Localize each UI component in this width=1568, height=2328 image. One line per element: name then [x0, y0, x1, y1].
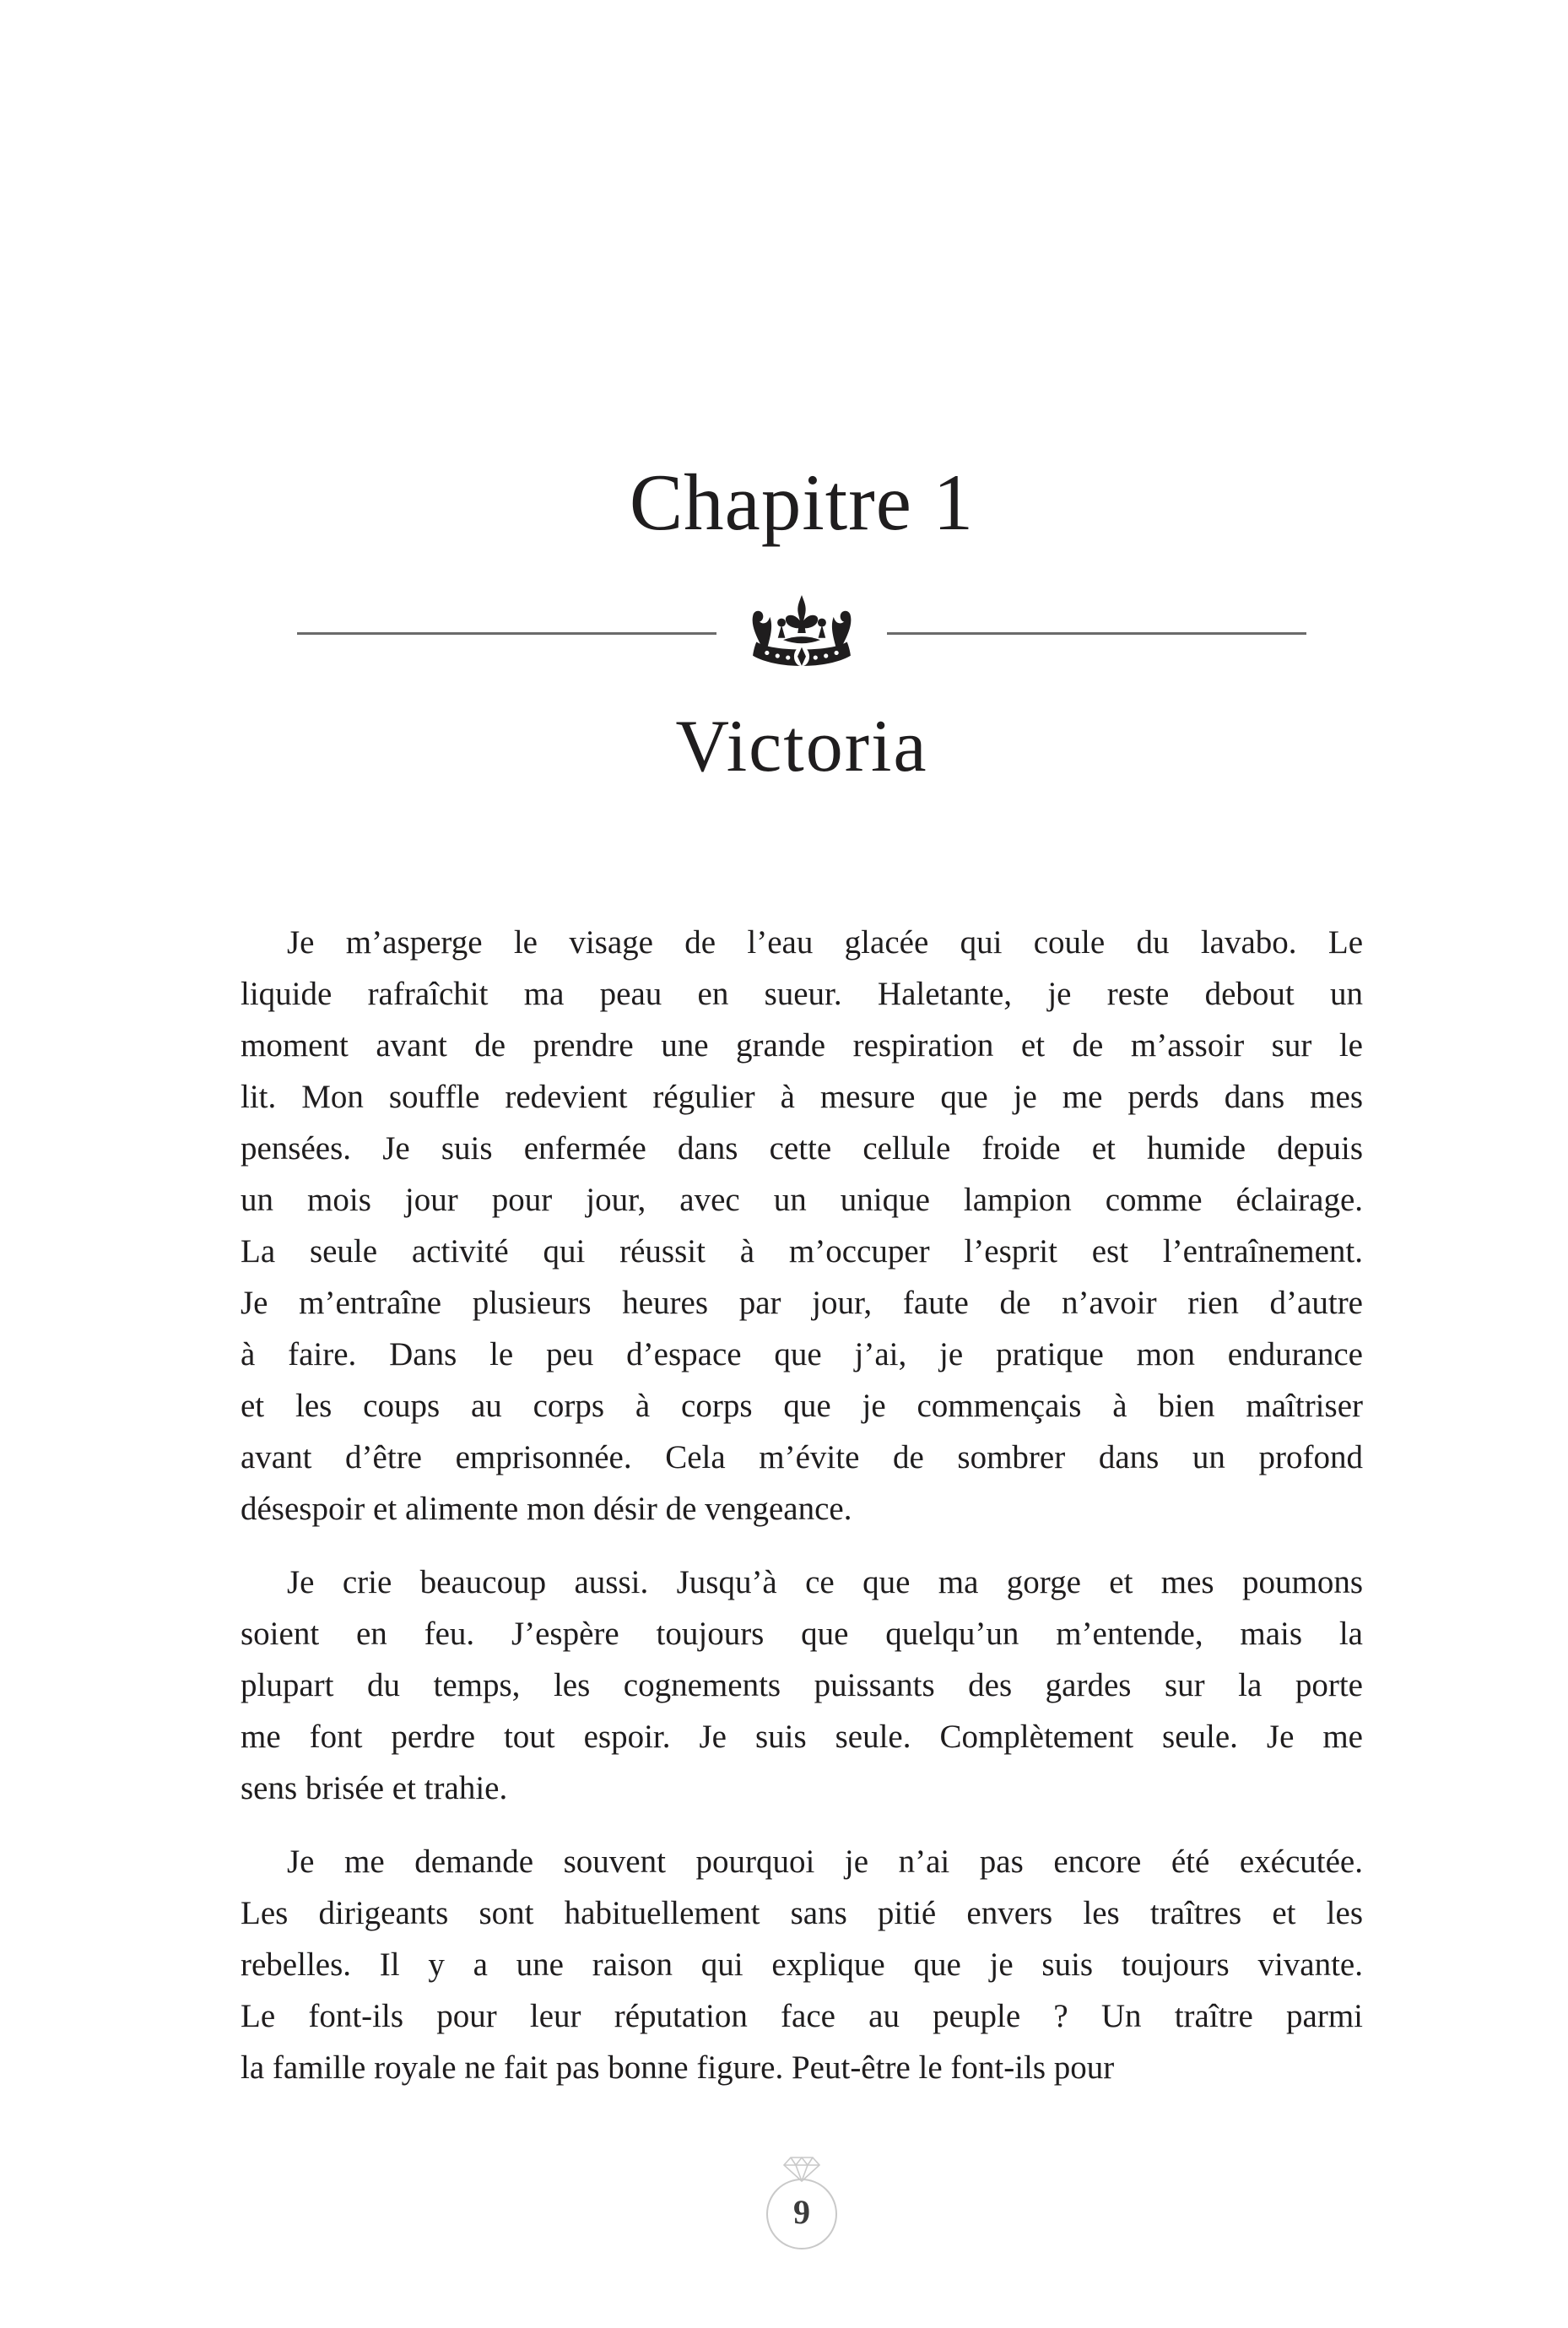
text-line: à faire. Dans le peu d’espace que j’ai, je pratique mon endurance — [241, 1336, 1363, 1372]
text-line: désespoir et alimente mon désir de vengeance. — [241, 1491, 852, 1527]
text-line: Les dirigeants sont habituellement sans pitié envers les traîtres et les — [241, 1895, 1363, 1931]
text-line: La seule activité qui réussit à m’occuper l’esprit est l’entraînement. — [241, 1233, 1363, 1270]
text-line: sens brisée et trahie. — [241, 1770, 508, 1806]
text-line: Je crie beaucoup aussi. Jusqu’à ce que ma gorge et mes poumons — [287, 1564, 1363, 1600]
page-number-ring — [766, 2179, 837, 2249]
text-line: avant d’être emprisonnée. Cela m’évite de sombrer dans un profond — [241, 1439, 1363, 1475]
ornament-rule-left — [297, 632, 716, 635]
crown-icon — [745, 593, 858, 674]
chapter-header — [241, 0, 1363, 788]
text-line: pensées. Je suis enfermée dans cette cellule froide et humide depuis — [241, 1130, 1363, 1167]
text-line: Le font-ils pour leur réputation face au peuple ? Un traître parmi — [241, 1998, 1363, 2034]
pov-character-title: Victoria — [675, 706, 928, 788]
chapter-ornament — [241, 593, 1363, 674]
text-line: rebelles. Il y a une raison qui explique que je suis toujours vivante. — [241, 1946, 1363, 1983]
ornament-rule-right — [887, 632, 1306, 635]
text-line: lit. Mon souffle redevient régulier à mesure que je me perds dans mes — [241, 1079, 1363, 1115]
page-number: 9 — [793, 2192, 810, 2231]
page-footer — [241, 2156, 1363, 2249]
paragraph — [241, 1557, 1363, 1814]
text-line: Je m’entraîne plusieurs heures par jour, faute de n’avoir rien d’autre — [241, 1285, 1363, 1321]
text-line: moment avant de prendre une grande respiration et de m’assoir sur le — [241, 1027, 1363, 1064]
text-line: Je me demande souvent pourquoi je n’ai pas encore été exécutée. — [287, 1843, 1363, 1880]
text-line: et les coups au corps à corps que je commençais à bien maîtriser — [241, 1388, 1363, 1424]
chapter-title: Chapitre 1 — [629, 457, 975, 547]
paragraph — [241, 1836, 1363, 2093]
text-line: soient en feu. J’espère toujours que quelqu’un m’entende, mais la — [241, 1616, 1363, 1652]
text-line: plupart du temps, les cognements puissants des gardes sur la porte — [241, 1667, 1363, 1703]
text-line: la famille royale ne fait pas bonne figure. Peut-être le font-ils pour — [241, 2049, 1115, 2086]
text-line: me font perdre tout espoir. Je suis seule. Complètement seule. Je me — [241, 1719, 1363, 1755]
chapter-text — [241, 917, 1363, 2115]
text-line: liquide rafraîchit ma peau en sueur. Haletante, je reste debout un — [241, 976, 1363, 1012]
text-line: un mois jour pour jour, avec un unique lampion comme éclairage. — [241, 1182, 1363, 1218]
text-line: Je m’asperge le visage de l’eau glacée qui coule du lavabo. Le — [287, 924, 1363, 961]
paragraph — [241, 917, 1363, 1535]
